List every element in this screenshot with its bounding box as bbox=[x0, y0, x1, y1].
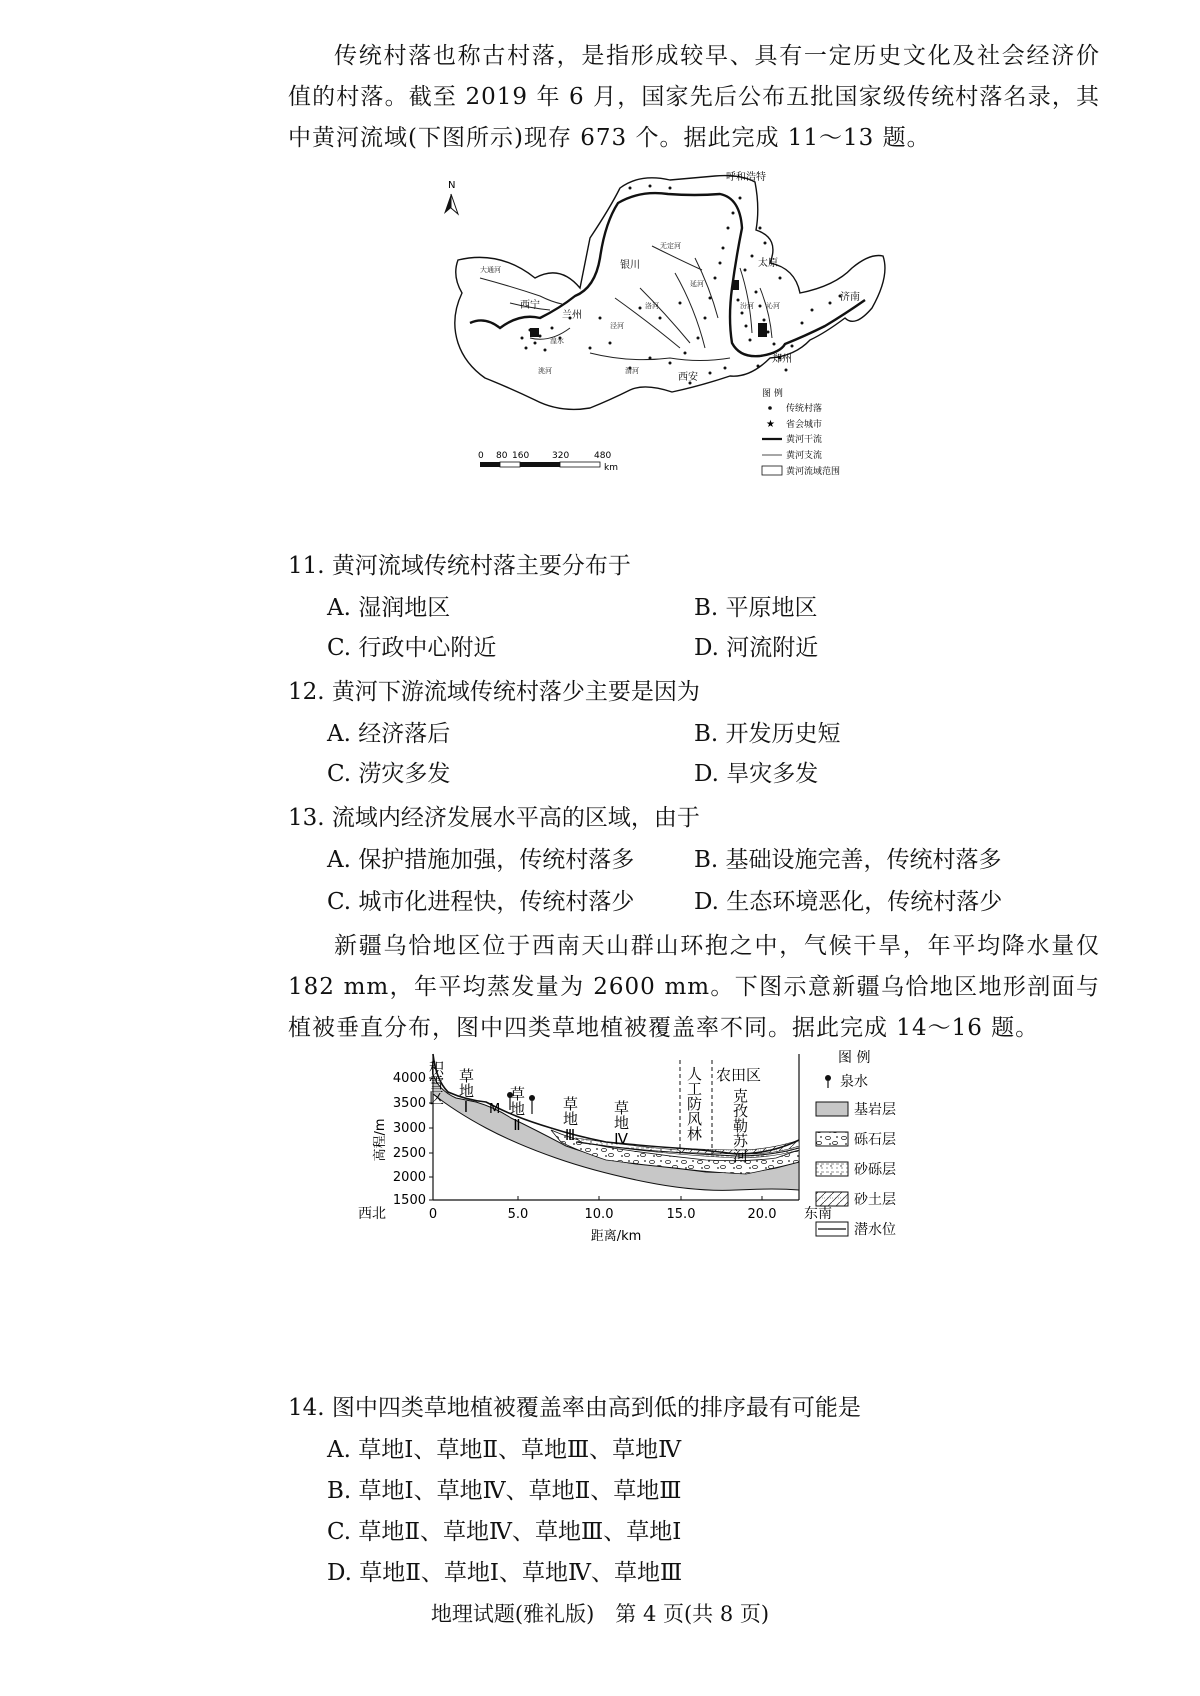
question-12-option-d[interactable]: D. 旱灾多发 bbox=[694, 761, 819, 787]
svg-text:1500: 1500 bbox=[392, 1193, 426, 1208]
zone-snow-label: 积雪区 bbox=[427, 1060, 445, 1105]
basin-boundary bbox=[455, 176, 885, 410]
svg-text:15.0: 15.0 bbox=[666, 1207, 696, 1222]
city-label: 济南 bbox=[840, 292, 860, 303]
direction-northwest: 西北 bbox=[358, 1206, 386, 1222]
city-label: 呼和浩特 bbox=[726, 172, 766, 183]
zone-farmland-label: 农田区 bbox=[716, 1066, 762, 1084]
svg-text:0: 0 bbox=[428, 1207, 438, 1222]
svg-text:5.0: 5.0 bbox=[507, 1207, 529, 1222]
direction-southeast: 东南 bbox=[804, 1206, 832, 1222]
question-14-option-c[interactable]: C. 草地Ⅱ、草地Ⅳ、草地Ⅲ、草地Ⅰ bbox=[327, 1519, 682, 1545]
y-axis-label: 高程/m bbox=[373, 1118, 388, 1162]
legend-title: 图 例 bbox=[762, 389, 783, 399]
river-label: 洛河 bbox=[645, 302, 659, 310]
zone-grassland-3-label: 草地Ⅲ bbox=[561, 1096, 579, 1144]
question-12-option-b[interactable]: B. 开发历史短 bbox=[694, 721, 841, 747]
svg-text:4000: 4000 bbox=[392, 1071, 426, 1086]
svg-text:砂砾层: 砂砾层 bbox=[854, 1162, 896, 1178]
zone-grassland-1-label: 草地Ⅰ bbox=[457, 1068, 475, 1116]
village-dot-icon bbox=[768, 406, 772, 410]
city-label: 西安 bbox=[678, 372, 698, 383]
question-14-option-a[interactable]: A. 草地Ⅰ、草地Ⅱ、草地Ⅲ、草地Ⅳ bbox=[327, 1437, 682, 1463]
north-arrow-icon bbox=[444, 180, 458, 214]
svg-text:砂土层: 砂土层 bbox=[854, 1192, 896, 1208]
river-label: 无定河 bbox=[660, 242, 681, 250]
legend-title: 图 例 bbox=[838, 1050, 871, 1066]
svg-text:320: 320 bbox=[552, 451, 570, 461]
question-14-option-b[interactable]: B. 草地Ⅰ、草地Ⅳ、草地Ⅱ、草地Ⅲ bbox=[327, 1478, 682, 1504]
question-11-option-c[interactable]: C. 行政中心附近 bbox=[327, 635, 497, 661]
svg-text:10.0: 10.0 bbox=[584, 1207, 614, 1222]
svg-text:黄河流域范围: 黄河流域范围 bbox=[786, 467, 841, 477]
city-label: 银川 bbox=[620, 260, 640, 271]
page-footer: 地理试题(雅礼版) 第 4 页(共 8 页) bbox=[430, 1602, 770, 1626]
city-label: 太原 bbox=[758, 258, 778, 269]
svg-text:160: 160 bbox=[512, 451, 530, 461]
river-label: 沁河 bbox=[766, 302, 780, 310]
svg-text:2000: 2000 bbox=[392, 1170, 426, 1185]
svg-text:省会城市: 省会城市 bbox=[786, 420, 823, 430]
scale-bar bbox=[478, 451, 618, 473]
question-12-option-c[interactable]: C. 涝灾多发 bbox=[327, 761, 451, 787]
intro-paragraph-2: 新疆乌恰地区位于西南天山群山环抱之中，气候干旱，年平均降水量仅 182 mm，年平均蒸发量为 2600 mm。下图示意新疆乌恰地区地形剖面与植被垂直分布，图中四类草地植被覆盖率不同。据此完成 14～16 题。 bbox=[288, 933, 1100, 1041]
zone-grassland-2-label: 草地Ⅱ bbox=[508, 1086, 526, 1134]
river-label: 泾河 bbox=[610, 322, 624, 330]
question-11-option-d[interactable]: D. 河流附近 bbox=[694, 635, 819, 661]
question-11-option-b[interactable]: B. 平原地区 bbox=[694, 595, 818, 621]
question-13-option-c[interactable]: C. 城市化进程快，传统村落少 bbox=[327, 889, 635, 915]
question-12-option-a[interactable]: A. 经济落后 bbox=[327, 721, 451, 747]
zone-m-label: M bbox=[489, 1102, 501, 1117]
question-13-option-b[interactable]: B. 基础设施完善，传统村落多 bbox=[694, 847, 1002, 873]
sand-gravel-swatch bbox=[816, 1162, 848, 1176]
svg-text:480: 480 bbox=[594, 451, 612, 461]
question-14-option-d[interactable]: D. 草地Ⅱ、草地Ⅰ、草地Ⅳ、草地Ⅲ bbox=[327, 1560, 683, 1586]
spring-icon bbox=[825, 1075, 831, 1081]
north-label: N bbox=[448, 180, 456, 191]
yellow-river-map bbox=[440, 168, 900, 490]
svg-text:2500: 2500 bbox=[392, 1146, 426, 1161]
svg-text:80: 80 bbox=[496, 451, 508, 461]
svg-text:传统村落: 传统村落 bbox=[786, 404, 823, 414]
svg-text:潜水位: 潜水位 bbox=[854, 1222, 896, 1238]
svg-text:基岩层: 基岩层 bbox=[854, 1102, 896, 1118]
svg-text:0: 0 bbox=[478, 451, 484, 461]
intro-paragraph-1: 传统村落也称古村落，是指形成较早、具有一定历史文化及社会经济价值的村落。截至 2019 年 6 月，国家先后公布五批国家级传统村落名录，其中黄河流域(下图所示)现存 673 个。据此完成 11～13 题。 bbox=[288, 43, 1100, 151]
sand-soil-swatch bbox=[816, 1192, 848, 1206]
question-11-stem: 11. 黄河流域传统村落主要分布于 bbox=[288, 553, 631, 579]
bedrock-swatch bbox=[816, 1102, 848, 1116]
x-axis-label: 距离/km bbox=[590, 1229, 642, 1244]
city-label: 兰州 bbox=[562, 310, 582, 321]
question-13-option-d[interactable]: D. 生态环境恶化，传统村落少 bbox=[694, 889, 1003, 915]
gravel-swatch bbox=[816, 1132, 848, 1146]
svg-text:砾石层: 砾石层 bbox=[854, 1132, 896, 1148]
zone-windbreak-label: 人工防风林 bbox=[685, 1066, 703, 1141]
zone-river-label: 克孜勒苏河 bbox=[731, 1088, 749, 1163]
svg-text:泉水: 泉水 bbox=[840, 1074, 868, 1090]
svg-text:20.0: 20.0 bbox=[747, 1207, 777, 1222]
river-label: 汾河 bbox=[740, 302, 754, 310]
city-label: 西宁 bbox=[520, 300, 540, 311]
river-label: 大通河 bbox=[480, 266, 501, 274]
zone-grassland-4-label: 草地Ⅳ bbox=[612, 1100, 630, 1148]
city-label: 郑州 bbox=[772, 354, 792, 365]
svg-text:黄河干流: 黄河干流 bbox=[786, 435, 823, 445]
question-13-option-a[interactable]: A. 保护措施加强，传统村落多 bbox=[327, 847, 635, 873]
question-14-stem: 14. 图中四类草地植被覆盖率由高到低的排序最有可能是 bbox=[288, 1395, 861, 1421]
question-12-stem: 12. 黄河下游流域传统村落少主要是因为 bbox=[288, 679, 700, 705]
svg-text:3500: 3500 bbox=[392, 1096, 426, 1111]
terrain-profile-figure bbox=[358, 1050, 936, 1355]
river-label: 湟水 bbox=[550, 337, 564, 345]
river-label: 延河 bbox=[690, 280, 704, 288]
svg-text:3000: 3000 bbox=[392, 1121, 426, 1136]
main-river bbox=[470, 193, 865, 356]
question-13-stem: 13. 流域内经济发展水平高的区域，由于 bbox=[288, 805, 700, 831]
svg-text:黄河支流: 黄河支流 bbox=[786, 451, 823, 461]
star-icon: ★ bbox=[766, 419, 775, 430]
spring-icon bbox=[529, 1095, 535, 1114]
map-legend bbox=[762, 387, 840, 477]
river-label: 洮河 bbox=[538, 367, 552, 375]
river-label: 渭河 bbox=[625, 367, 639, 375]
question-11-option-a[interactable]: A. 湿润地区 bbox=[327, 595, 451, 621]
svg-text:km: km bbox=[604, 463, 618, 473]
